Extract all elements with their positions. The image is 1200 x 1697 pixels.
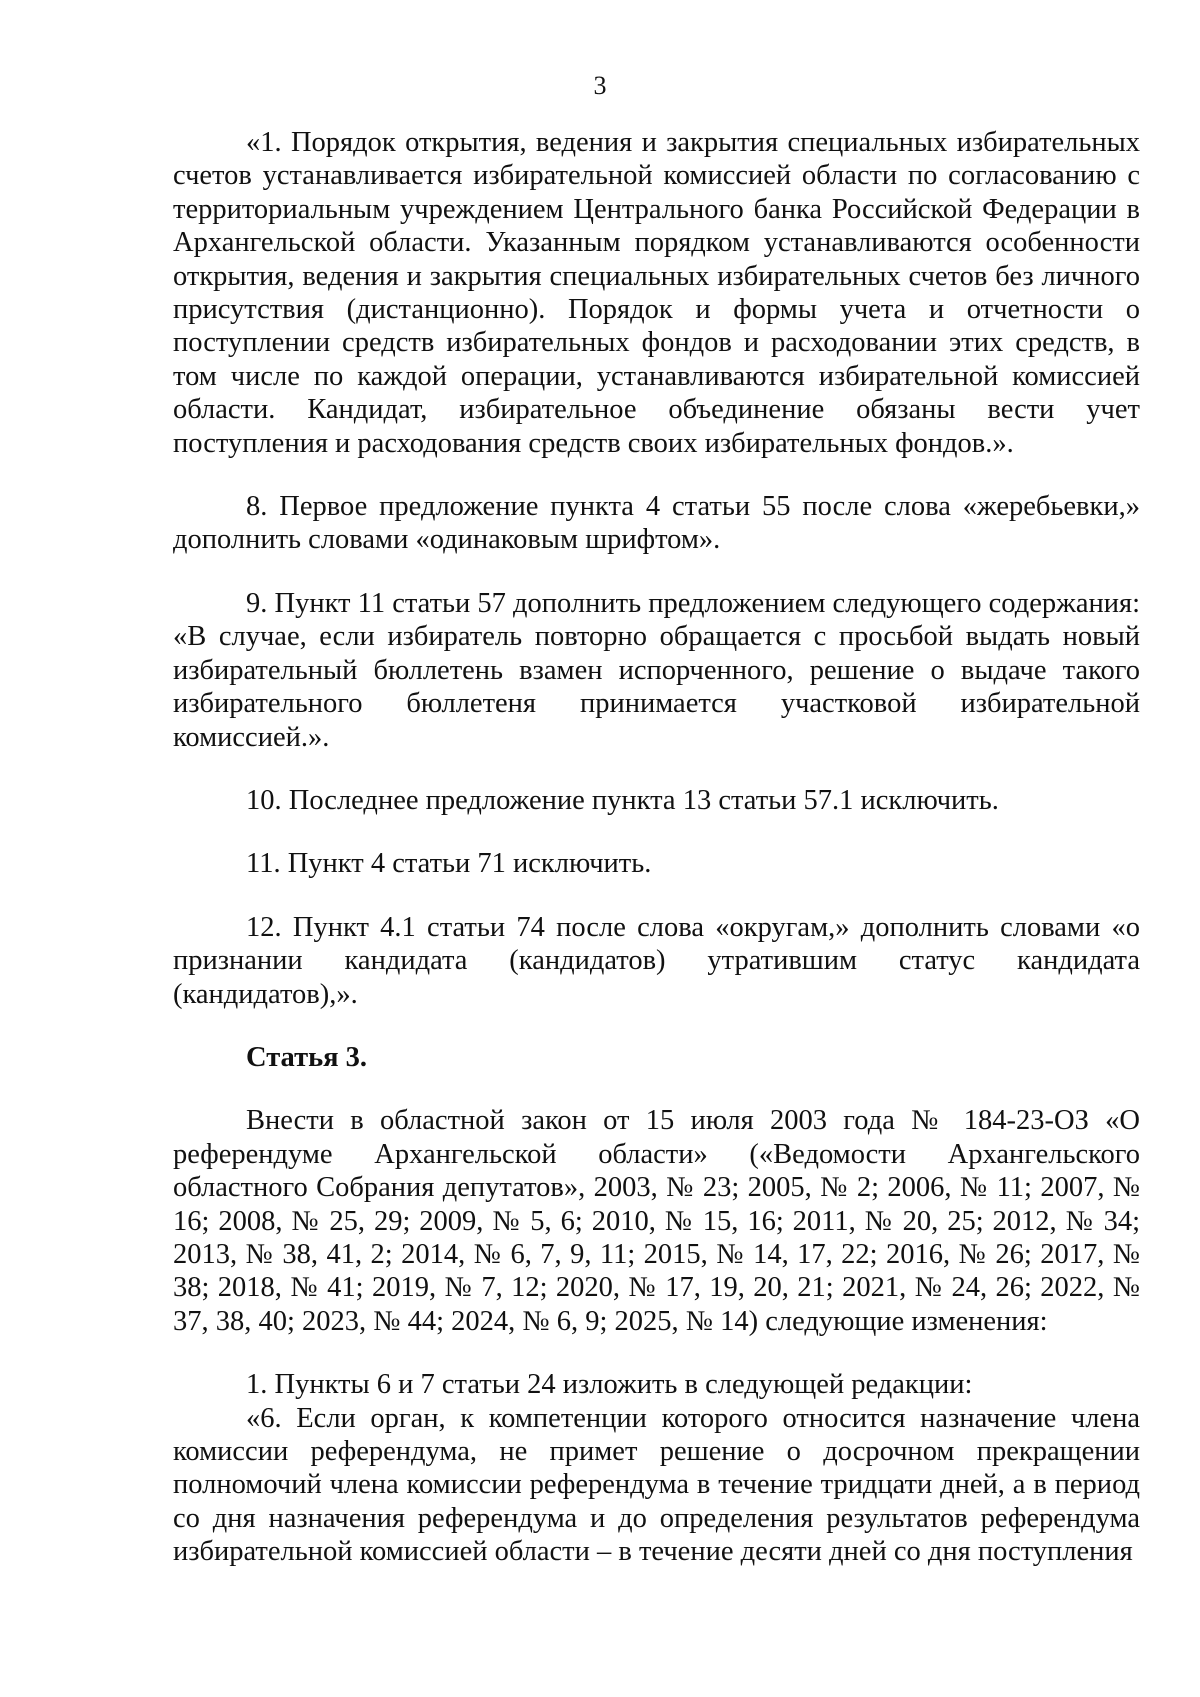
document-body bbox=[173, 126, 1140, 1569]
paragraph-article-3-intro: Внести в областной закон от 15 июля 2003 года № 184-23-ОЗ «О референдуме Архангельской области» («Ведомости Архангельского областного Собрания депутатов», 2003, № 23; 2005, № 2; 2006, № 11; 2007, № 16; 2008, № 25, 29; 2009, № 5, 6; 2010, № 15, 16; 2011, № 20, 25; 2012, № 34; 2013, № 38, 41, 2; 2014, № 6, 7, 9, 11; 2015, № 14, 17, 22; 2016, № 26; 2017, № 38; 2018, № 41; 2019, № 7, 12; 2020, № 17, 19, 20, 21; 2021, № 24, 26; 2022, № 37, 38, 40; 2023, № 44; 2024, № 6, 9; 2025, № 14) следующие изменения: bbox=[173, 1105, 1140, 1337]
paragraph-special-accounts: «1. Порядок открытия, ведения и закрытия специальных избирательных счетов устанавливается избирательной комиссией области по согласованию с территориальным учреждением Центрального банка Российской Федерации в Архангельской области. Указанным порядком устанавливаются особенности открытия, ведения и закрытия специальных избирательных счетов без личного присутствия (дистанционно). Порядок и формы учета и отчетности о поступлении средств избирательных фондов и расходовании этих средств, в том числе по каждой операции, устанавливаются избирательной комиссией области. Кандидат, избирательное объединение обязаны вести учет поступления и расходования средств своих избирательных фондов.». bbox=[173, 127, 1140, 459]
article-heading: Статья 3. bbox=[246, 1041, 368, 1073]
paragraph-item-12: 12. Пункт 4.1 статьи 74 после слова «округам,» дополнить словами «о признании кандидата (кандидатов) утратившим статус кандидата (кандидатов),». bbox=[173, 911, 1140, 1010]
paragraph-item-9: 9. Пункт 11 статьи 57 дополнить предложением следующего содержания: «В случае, если избиратель повторно обращается с просьбой выдать новый избирательный бюллетень взамен испорченного, решение о выдаче такого избирательного бюллетеня принимается участковой избирательной комиссией.». bbox=[173, 587, 1141, 753]
paragraph-item-6-text: «6. Если орган, к компетенции которого относится назначение члена комиссии референдума, не примет решение о досрочном прекращении полномочий члена комиссии референдума в течение тридцати дней, а в период со дня назначения референдума и до определения результатов референдума избирательной комиссией области – в течение десяти дней со дня поступления bbox=[173, 1402, 1140, 1568]
paragraph-item-11: 11. Пункт 4 статьи 71 исключить. bbox=[246, 848, 652, 880]
paragraph-article-3-item-1: 1. Пункты 6 и 7 статьи 24 изложить в следующей редакции: bbox=[246, 1369, 973, 1401]
paragraph-item-10: 10. Последнее предложение пункта 13 статьи 57.1 исключить. bbox=[246, 784, 999, 816]
paragraph-item-8: 8. Первое предложение пункта 4 статьи 55 после слова «жеребьевки,» дополнить словами «одинаковым шрифтом». bbox=[173, 491, 1140, 556]
page-number: 3 bbox=[593, 71, 607, 100]
